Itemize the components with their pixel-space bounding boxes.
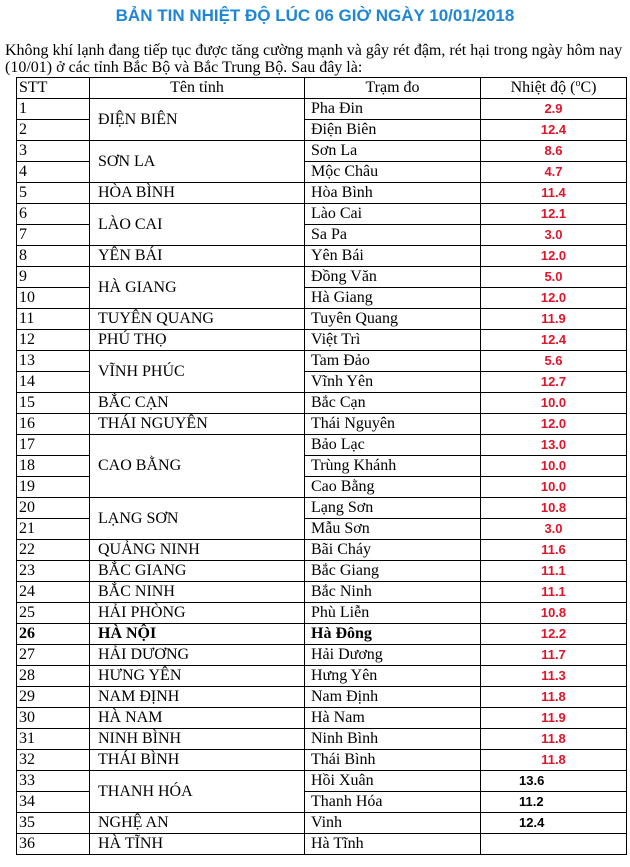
table-row (17, 813, 627, 834)
row-temperature: 12.0 (481, 288, 627, 309)
header-temperature-suffix: C) (580, 79, 597, 96)
row-station: Mẫu Sơn (305, 519, 481, 540)
row-stt: 4 (17, 162, 90, 183)
row-temperature: 13.6 (481, 771, 627, 792)
table-row (17, 267, 627, 288)
row-province: HÒA BÌNH (90, 183, 305, 204)
row-station: Hà Giang (305, 288, 481, 309)
intro-paragraph: Không khí lạnh đang tiếp tục được tăng cường mạnh và gây rét đậm, rét hại trong ngày hôm nay (10/01) ở các tỉnh Bắc Bộ và Bắc Trung Bộ. Sau đây là: (5, 42, 623, 76)
table-row (17, 246, 627, 267)
row-stt: 5 (17, 183, 90, 204)
degree-sup: o (575, 78, 581, 89)
row-station: Hà Đông (305, 624, 481, 645)
row-province: HÀ NỘI (90, 624, 305, 645)
table-body (17, 99, 627, 855)
row-stt: 19 (17, 477, 90, 498)
row-temperature: 11.9 (481, 708, 627, 729)
row-station: Mộc Châu (305, 162, 481, 183)
row-station: Hà Nam (305, 708, 481, 729)
row-station: Tam Đảo (305, 351, 481, 372)
table-row (17, 666, 627, 687)
row-station: Hưng Yên (305, 666, 481, 687)
row-temperature: 11.8 (481, 687, 627, 708)
row-station: Lạng Sơn (305, 498, 481, 519)
row-stt: 7 (17, 225, 90, 246)
row-temperature: 10.0 (481, 456, 627, 477)
table-row (17, 204, 627, 225)
row-temperature: 10.8 (481, 603, 627, 624)
table-row (17, 393, 627, 414)
page-title: BẢN TIN NHIỆT ĐỘ LÚC 06 GIỜ NGÀY 10/01/2018 (115, 6, 515, 25)
row-province: ĐIỆN BIÊN (90, 99, 305, 141)
row-stt: 2 (17, 120, 90, 141)
table-row (17, 645, 627, 666)
table-row (17, 351, 627, 372)
row-station: Yên Bái (305, 246, 481, 267)
row-temperature: 4.7 (481, 162, 627, 183)
row-station: Bãi Cháy (305, 540, 481, 561)
row-temperature: 10.0 (481, 393, 627, 414)
row-station: Bắc Cạn (305, 393, 481, 414)
row-temperature: 11.2 (481, 792, 627, 813)
row-province: TUYÊN QUANG (90, 309, 305, 330)
row-stt: 20 (17, 498, 90, 519)
row-stt: 22 (17, 540, 90, 561)
row-temperature: 2.9 (481, 99, 627, 120)
row-stt: 17 (17, 435, 90, 456)
row-stt: 33 (17, 771, 90, 792)
row-station: Việt Trì (305, 330, 481, 351)
row-province: BẮC NINH (90, 582, 305, 603)
table-row (17, 99, 627, 120)
row-province: LÀO CAI (90, 204, 305, 246)
row-station: Thái Nguyên (305, 414, 481, 435)
table-row (17, 414, 627, 435)
row-temperature: 11.4 (481, 183, 627, 204)
table-row (17, 330, 627, 351)
row-stt: 35 (17, 813, 90, 834)
row-stt: 27 (17, 645, 90, 666)
table-row (17, 582, 627, 603)
row-temperature: 12.0 (481, 414, 627, 435)
table-row (17, 729, 627, 750)
row-stt: 18 (17, 456, 90, 477)
row-temperature: 11.6 (481, 540, 627, 561)
row-province: LẠNG SƠN (90, 498, 305, 540)
row-temperature: 8.6 (481, 141, 627, 162)
table-row (17, 624, 627, 645)
row-station: Sa Pa (305, 225, 481, 246)
table-row (17, 603, 627, 624)
row-station: Hải Dương (305, 645, 481, 666)
header-station: Trạm đo (305, 78, 481, 99)
header-temperature-prefix: Nhiệt độ ( (510, 79, 576, 96)
table-row (17, 435, 627, 456)
row-stt: 24 (17, 582, 90, 603)
row-stt: 14 (17, 372, 90, 393)
row-station: Thanh Hóa (305, 792, 481, 813)
row-stt: 3 (17, 141, 90, 162)
table-row (17, 498, 627, 519)
row-temperature: 13.0 (481, 435, 627, 456)
row-station: Vĩnh Yên (305, 372, 481, 393)
row-stt: 21 (17, 519, 90, 540)
table-row (17, 708, 627, 729)
row-temperature: 5.6 (481, 351, 627, 372)
table-row (17, 540, 627, 561)
row-station: Bắc Giang (305, 561, 481, 582)
table-row (17, 687, 627, 708)
row-stt: 34 (17, 792, 90, 813)
row-province: THANH HÓA (90, 771, 305, 813)
row-stt: 11 (17, 309, 90, 330)
row-province: THÁI NGUYÊN (90, 414, 305, 435)
row-province: YÊN BÁI (90, 246, 305, 267)
table-row (17, 141, 627, 162)
row-stt: 32 (17, 750, 90, 771)
row-station: Pha Đin (305, 99, 481, 120)
row-station: Bảo Lạc (305, 435, 481, 456)
row-stt: 29 (17, 687, 90, 708)
row-temperature: 3.0 (481, 225, 627, 246)
row-station: Hà Tĩnh (305, 834, 481, 855)
table-header-row (17, 78, 627, 99)
row-province: HẢI PHÒNG (90, 603, 305, 624)
row-stt: 13 (17, 351, 90, 372)
table-row (17, 183, 627, 204)
row-province: HÀ GIANG (90, 267, 305, 309)
row-stt: 10 (17, 288, 90, 309)
row-province: THÁI BÌNH (90, 750, 305, 771)
row-station: Hòa Bình (305, 183, 481, 204)
row-province: NINH BÌNH (90, 729, 305, 750)
row-temperature: 11.1 (481, 561, 627, 582)
table-row (17, 309, 627, 330)
row-station: Phù Liễn (305, 603, 481, 624)
row-province: HÀ NAM (90, 708, 305, 729)
row-temperature: 12.1 (481, 204, 627, 225)
row-station: Nam Định (305, 687, 481, 708)
row-stt: 36 (17, 834, 90, 855)
row-stt: 31 (17, 729, 90, 750)
temperature-table (16, 77, 627, 855)
row-stt: 9 (17, 267, 90, 288)
row-stt: 15 (17, 393, 90, 414)
row-station: Cao Bằng (305, 477, 481, 498)
row-stt: 6 (17, 204, 90, 225)
row-temperature (481, 834, 627, 855)
row-temperature: 12.4 (481, 813, 627, 834)
row-temperature: 12.0 (481, 246, 627, 267)
table-row (17, 834, 627, 855)
row-station: Lào Cai (305, 204, 481, 225)
row-station: Bắc Ninh (305, 582, 481, 603)
row-station: Hồi Xuân (305, 771, 481, 792)
row-province: CAO BẰNG (90, 435, 305, 498)
row-station: Ninh Bình (305, 729, 481, 750)
row-stt: 28 (17, 666, 90, 687)
row-stt: 12 (17, 330, 90, 351)
row-province: NAM ĐỊNH (90, 687, 305, 708)
row-province: BẮC GIANG (90, 561, 305, 582)
row-temperature: 12.7 (481, 372, 627, 393)
header-province: Tên tỉnh (90, 78, 305, 99)
row-stt: 16 (17, 414, 90, 435)
row-station: Vinh (305, 813, 481, 834)
table-row (17, 771, 627, 792)
table-row (17, 750, 627, 771)
row-province: NGHỆ AN (90, 813, 305, 834)
row-temperature: 11.7 (481, 645, 627, 666)
row-stt: 23 (17, 561, 90, 582)
row-temperature: 12.4 (481, 120, 627, 141)
row-station: Sơn La (305, 141, 481, 162)
row-temperature: 11.8 (481, 750, 627, 771)
row-temperature: 3.0 (481, 519, 627, 540)
row-stt: 25 (17, 603, 90, 624)
row-province: QUẢNG NINH (90, 540, 305, 561)
row-temperature: 11.9 (481, 309, 627, 330)
row-station: Thái Bình (305, 750, 481, 771)
row-station: Điện Biên (305, 120, 481, 141)
row-stt: 26 (17, 624, 90, 645)
row-temperature: 12.2 (481, 624, 627, 645)
row-stt: 1 (17, 99, 90, 120)
row-province: PHÚ THỌ (90, 330, 305, 351)
row-temperature: 11.3 (481, 666, 627, 687)
row-province: SƠN LA (90, 141, 305, 183)
table-row (17, 561, 627, 582)
row-province: HÀ TĨNH (90, 834, 305, 855)
row-province: HƯNG YÊN (90, 666, 305, 687)
row-temperature: 12.4 (481, 330, 627, 351)
header-temperature (481, 78, 627, 99)
row-station: Tuyên Quang (305, 309, 481, 330)
row-stt: 30 (17, 708, 90, 729)
row-temperature: 10.8 (481, 498, 627, 519)
row-station: Trùng Khánh (305, 456, 481, 477)
row-temperature: 11.1 (481, 582, 627, 603)
row-temperature: 10.0 (481, 477, 627, 498)
row-station: Đồng Văn (305, 267, 481, 288)
row-province: VĨNH PHÚC (90, 351, 305, 393)
row-temperature: 5.0 (481, 267, 627, 288)
row-province: HẢI DƯƠNG (90, 645, 305, 666)
header-stt: STT (17, 78, 90, 99)
row-province: BẮC CẠN (90, 393, 305, 414)
row-stt: 8 (17, 246, 90, 267)
row-temperature: 11.8 (481, 729, 627, 750)
